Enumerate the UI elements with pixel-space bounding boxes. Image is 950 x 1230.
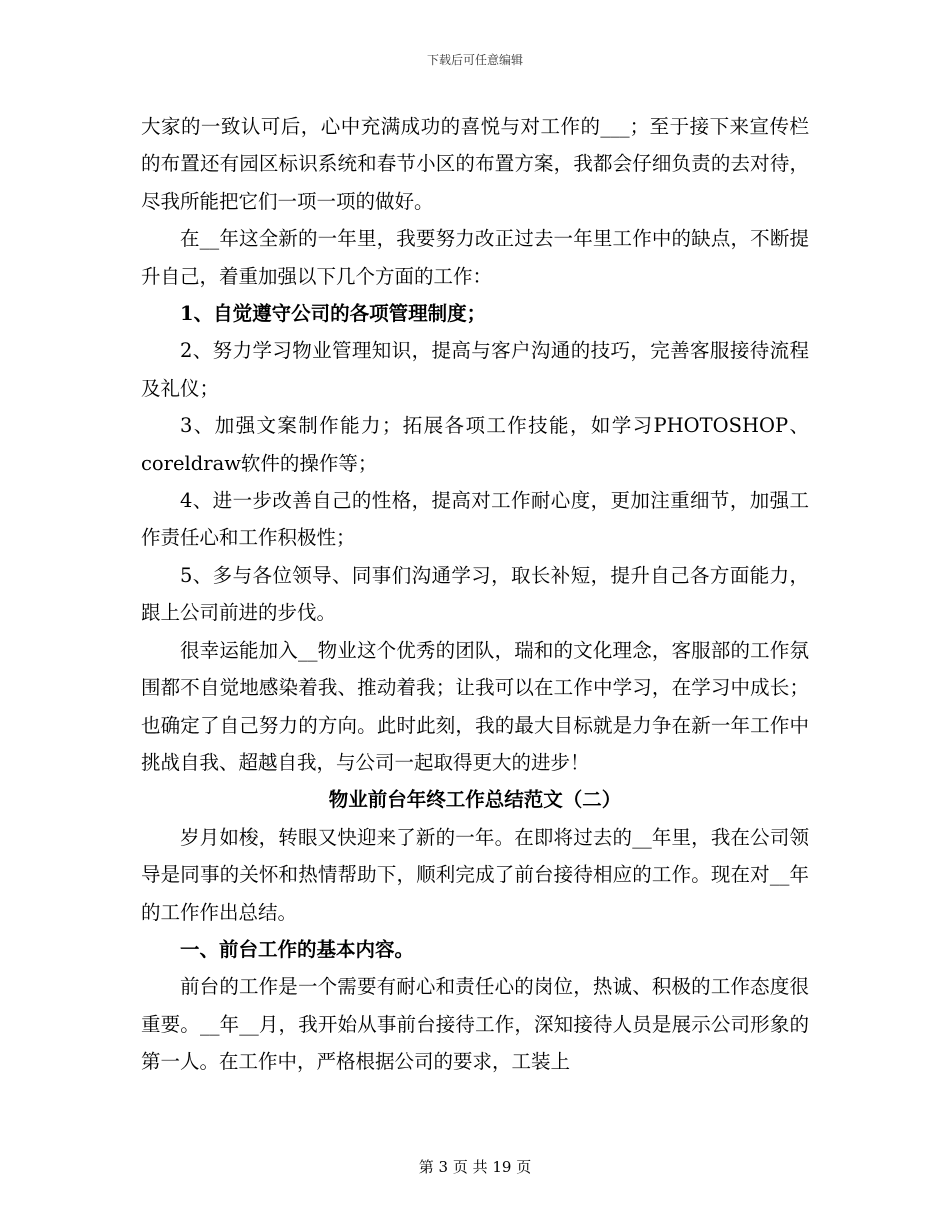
list-item-1: 1、自觉遵守公司的各项管理制度； xyxy=(180,302,487,326)
page-footer: 第 3 页 共 19 页 xyxy=(418,1158,532,1176)
paragraph-new-year-plan: 在__年这全新的一年里，我要努力改正过去一年里工作中的缺点，不断提升自己，着重加强以下几个方面的工作： xyxy=(141,227,809,288)
list-item-2: 2、努力学习物业管理知识，提高与客户沟通的技巧，完善客服接待流程及礼仪； xyxy=(141,339,809,400)
paragraph-conclusion: 很幸运能加入__物业这个优秀的团队，瑞和的文化理念，客服部的工作氛围都不自觉地感染着我、推动着我；让我可以在工作中学习，在学习中成长；也确定了自己努力的方向。此时此刻，我的最大目标就是力争在新一年工作中挑战自我、超越自我，与公司一起取得更大的进步！ xyxy=(141,638,809,774)
list-item-4: 4、进一步改善自己的性格，提高对工作耐心度，更加注重细节，加强工作责任心和工作积极性； xyxy=(141,489,809,550)
paragraph-intro: 岁月如梭，转眼又快迎来了新的一年。在即将过去的__年里，我在公司领导是同事的关怀和热情帮助下，顺利完成了前台接待相应的工作。现在对__年的工作作出总结。 xyxy=(141,825,809,924)
page-header: 下载后可任意编辑 xyxy=(426,53,523,67)
section-heading-1: 一、前台工作的基本内容。 xyxy=(180,937,415,961)
paragraph-front-desk: 前台的工作是一个需要有耐心和责任心的岗位，热诚、积极的工作态度很重要。__年__月，我开始从事前台接待工作，深知接待人员是展示公司形象的第一人。在工作中，严格根据公司的要求，工装上 xyxy=(141,975,809,1074)
list-item-3: 3、加强文案制作能力；拓展各项工作技能，如学习PHOTOSHOP、coreldraw软件的操作等； xyxy=(141,414,809,475)
paragraph-continuation: 大家的一致认可后，心中充满成功的喜悦与对工作的___；至于接下来宣传栏的布置还有园区标识系统和春节小区的布置方案，我都会仔细负责的去对待，尽我所能把它们一项一项的做好。 xyxy=(141,115,809,213)
list-item-5: 5、多与各位领导、同事们沟通学习，取长补短，提升自己各方面能力，跟上公司前进的步伐。 xyxy=(141,563,809,625)
document-body xyxy=(141,108,809,1081)
section-title: 物业前台年终工作总结范文（二） xyxy=(328,788,622,812)
